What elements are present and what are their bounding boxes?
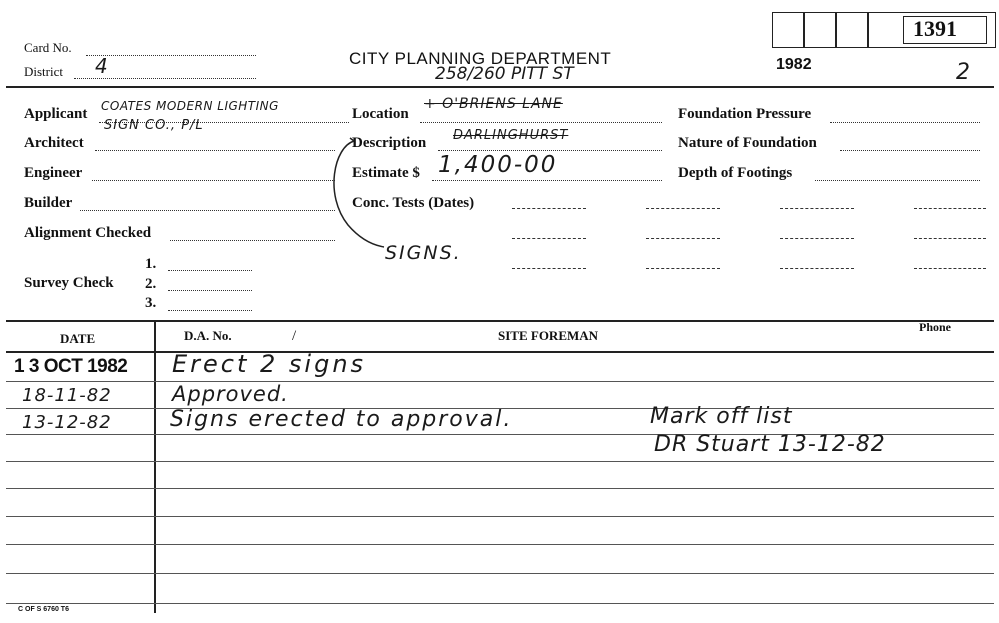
district-value: 4 — [95, 54, 108, 78]
conc-tests-label: Conc. Tests (Dates) — [352, 195, 475, 211]
location-value: + O'BRIENS LANE — [424, 96, 563, 112]
engineer-label: Engineer — [24, 165, 83, 181]
survey-2-label: 2. — [145, 276, 157, 292]
survey-3-label: 3. — [145, 295, 157, 311]
year-label: 1982 — [776, 56, 812, 73]
sheet-number: 2 — [956, 60, 970, 85]
estimate-value: 1,400-00 — [438, 152, 558, 178]
bracket-mark — [320, 125, 390, 255]
signoff-line-1: Mark off list — [650, 404, 793, 429]
da-no-value: / — [292, 328, 297, 344]
architect-label: Architect — [24, 135, 84, 151]
address-value: 258/260 PITT ST — [435, 64, 574, 84]
card-no-line — [86, 55, 256, 56]
form-code: C OF S 6760 T6 — [18, 606, 69, 613]
card-no-label: Card No. — [24, 40, 72, 55]
applicant-value-2: SIGN CO., P/L — [104, 118, 204, 133]
date-header: DATE — [60, 331, 96, 346]
phone-header: Phone — [919, 320, 952, 334]
log-date-2: 18-11-82 — [22, 385, 112, 406]
department-title: CITY PLANNING DEPARTMENT — [349, 49, 612, 68]
district-label: District — [24, 64, 63, 79]
applicant-value-1: COATES MODERN LIGHTING — [101, 99, 279, 113]
depth-footings-label: Depth of Footings — [678, 165, 793, 181]
nature-foundation-label: Nature of Foundation — [678, 135, 817, 151]
log-text-2: Approved. — [172, 382, 289, 406]
log-header-divider — [6, 351, 994, 353]
log-text-1: Erect 2 signs — [172, 350, 367, 378]
log-text-3: Signs erected to approval. — [170, 407, 513, 432]
district-line — [74, 78, 256, 79]
da-no-header: D.A. No. — [184, 328, 232, 343]
card-number: 1391 — [913, 16, 957, 41]
log-date-1: 1 3 OCT 1982 — [14, 356, 128, 377]
signoff-line-2: DR Stuart 13-12-82 — [654, 432, 886, 457]
applicant-label: Applicant — [24, 106, 88, 122]
estimate-label: Estimate $ — [352, 165, 420, 181]
alignment-label: Alignment Checked — [24, 225, 152, 241]
log-date-3: 13-12-82 — [22, 412, 112, 433]
header-divider — [6, 86, 994, 88]
date-column-divider — [154, 320, 156, 613]
survey-1-label: 1. — [145, 256, 157, 272]
survey-check-label: Survey Check — [24, 275, 114, 291]
signs-note: SIGNS. — [385, 242, 462, 264]
site-foreman-header: SITE FOREMAN — [498, 328, 599, 343]
description-label: Description — [352, 135, 427, 151]
builder-label: Builder — [24, 195, 73, 211]
location-label: Location — [352, 106, 409, 122]
description-value: DARLINGHURST — [453, 128, 569, 143]
foundation-pressure-label: Foundation Pressure — [678, 106, 812, 122]
